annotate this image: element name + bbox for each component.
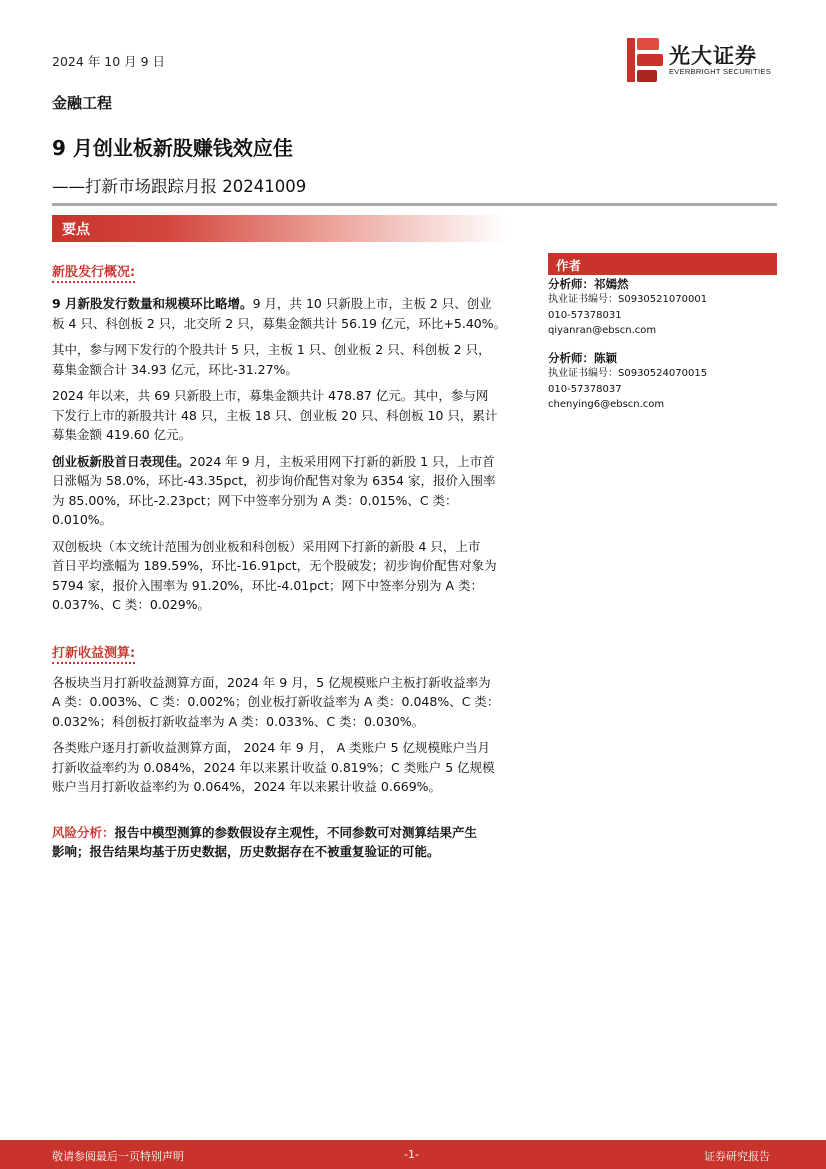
keypoints-banner: [52, 215, 507, 242]
report-date: 2024 年 10 月 9 日: [52, 54, 166, 69]
paragraph-text: 首日平均涨幅为 189.59%，环比-16.91pct，无个股破发；初步询价配售对象为: [52, 558, 497, 573]
analyst-license: 执业证书编号：S0930521070001: [548, 294, 708, 305]
paragraph-first-day-performance: [52, 452, 532, 530]
analyst-name: 分析师：陈颖: [548, 351, 617, 365]
paragraph-text: 9 月，共 10 只新股上市，主板 2 只、创业: [252, 296, 492, 311]
company-logo: [627, 38, 777, 82]
paragraph-highlight: 创业板新股首日表现佳。: [52, 453, 190, 469]
paragraph-text: 日涨幅为 58.0%，环比-43.35pct，初步询价配售对象为 6354 家，报价入围率: [52, 473, 496, 488]
paragraph-text: 打新收益率约为 0.084%，2024 年以来累计收益 0.819%；C 类账户 5 亿规模: [52, 759, 495, 775]
footer-disclaimer[interactable]: 敬请参阅最后一页特别声明: [52, 1150, 184, 1163]
paragraph-risk-analysis: [52, 823, 532, 862]
paragraph-text: 0.010%。: [52, 512, 113, 527]
analyst-card: [548, 276, 778, 339]
analyst-license: 执业证书编号：S0930524070015: [548, 368, 708, 379]
logo-text-cn: 光大证券: [669, 44, 757, 68]
paragraph-ytd-issuance: [52, 386, 532, 445]
paragraph-highlight: 9 月新股发行数量和规模环比略增。: [52, 296, 253, 311]
analyst-card: [548, 350, 778, 413]
paragraph-text: A 类：0.003%、C 类：0.002%；创业板打新收益率为 A 类：0.048%、C 类：: [52, 694, 500, 709]
paragraph-text: 为 85.00%，环比-2.23pct；网下中签率分别为 A 类：0.015%、C 类：: [52, 492, 458, 508]
paragraph-text: 2024 年以来，共 69 只新股上市，募集金额共计 478.87 亿元。其中，参与网: [52, 388, 489, 403]
page-number: -1-: [404, 1148, 419, 1161]
paragraph-text: 账户当月打新收益率约为 0.064%，2024 年以来累计收益 0.669%。: [52, 779, 442, 794]
report-subtitle: ——打新市场跟踪月报 20241009: [52, 177, 307, 196]
paragraph-text: 募集金额 419.60 亿元。: [52, 427, 192, 442]
paragraph-dual-innovation: [52, 537, 532, 615]
author-label: 作者: [556, 258, 582, 273]
logo-text-en: EVERBRIGHT SECURITIES: [669, 67, 772, 76]
analyst-phone: 010-57378031: [548, 309, 622, 321]
header-divider: [52, 203, 777, 206]
analyst-email[interactable]: qiyanran@ebscn.com: [548, 325, 657, 336]
risk-label: 风险分析：: [52, 824, 115, 840]
analyst-email[interactable]: chenying6@ebscn.com: [548, 399, 665, 410]
paragraph-text: 下发行上市的新股共计 48 只，主板 18 只、创业板 20 只、科创板 10 只，累计: [52, 407, 498, 423]
risk-text: 报告中模型测算的参数假设存主观性，不同参数可对测算结果产生: [114, 824, 478, 840]
paragraph-account-returns: [52, 738, 532, 797]
report-category: 金融工程: [52, 94, 113, 112]
section-title-return-estimate: 打新收益测算:: [52, 645, 135, 664]
analyst-phone: 010-57378037: [548, 383, 622, 395]
paragraph-board-returns: [52, 673, 532, 732]
paragraph-text: 5794 家，报价入围率为 91.20%，环比-4.01pct；网下中签率分别为 A 类：: [52, 577, 483, 593]
paragraph-text: 各类账户逐月打新收益测算方面， 2024 年 9 月， A 类账户 5 亿规模账户当月: [52, 740, 491, 755]
paragraph-text: 板 4 只、科创板 2 只，北交所 2 只，募集金额共计 56.19 亿元，环比+5.40%。: [52, 315, 507, 331]
analyst-name: 分析师：祁嫣然: [548, 277, 629, 291]
page-footer: [0, 1140, 826, 1169]
paragraph-issuance-summary: [52, 294, 532, 333]
author-banner: [548, 253, 777, 275]
section-title-issuance: 新股发行概况:: [52, 264, 135, 283]
paragraph-text: 0.037%、C 类：0.029%。: [52, 597, 211, 612]
keypoints-label: 要点: [62, 222, 90, 238]
paragraph-text: 各板块当月打新收益测算方面，2024 年 9 月，5 亿规模账户主板打新收益率为: [52, 674, 491, 690]
everbright-logo-icon: [627, 38, 663, 82]
paragraph-text: 2024 年 9 月，主板采用网下打新的新股 1 只，上市首: [189, 453, 495, 469]
report-title: 9 月创业板新股赚钱效应佳: [52, 136, 293, 160]
main-content: [52, 262, 532, 862]
paragraph-offline-issuance: [52, 340, 532, 379]
paragraph-text: 其中，参与网下发行的个股共计 5 只，主板 1 只、创业板 2 只、科创板 2 只，: [52, 342, 491, 357]
paragraph-text: 募集金额合计 34.93 亿元，环比-31.27%。: [52, 361, 298, 377]
paragraph-text: 双创板块（本文统计范围为创业板和科创板）采用网下打新的新股 4 只，上市: [52, 538, 481, 554]
paragraph-text: 0.032%；科创板打新收益率为 A 类：0.033%、C 类：0.030%。: [52, 713, 425, 729]
risk-text: 影响；报告结果均基于历史数据，历史数据存在不被重复验证的可能。: [52, 844, 440, 859]
footer-report-type: 证券研究报告: [704, 1150, 770, 1163]
